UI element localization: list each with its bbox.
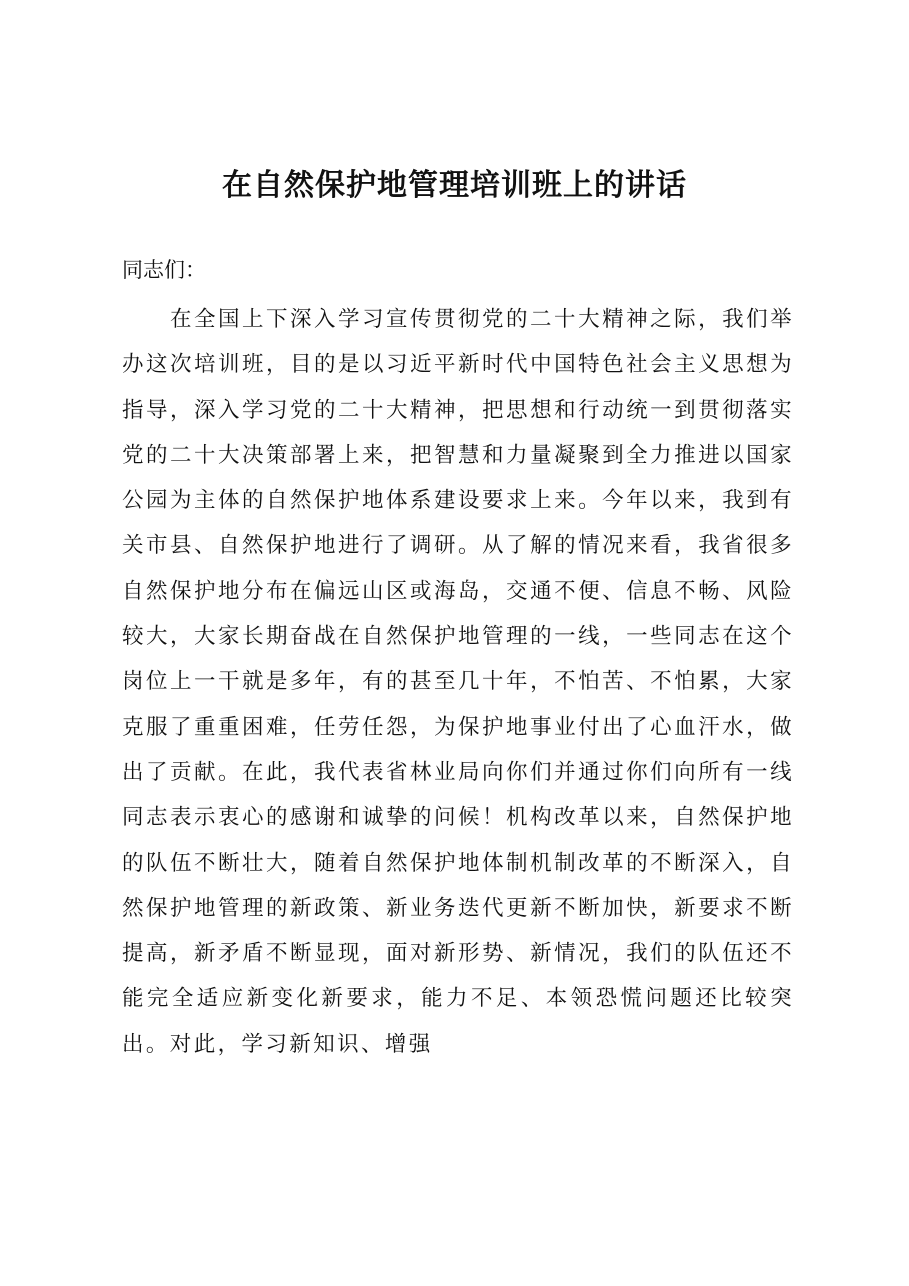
greeting-text: 同志们： [122,258,206,282]
document-title: 在自然保护地管理培训班上的讲话 [222,168,687,203]
body-paragraph: 在全国上下深入学习宣传贯彻党的二十大精神之际，我们举办这次培训班，目的是以习近平新时代中国特色社会主义思想为指导，深入学习党的二十大精神，把思想和行动统一到贯彻落实党的二十大决策部署上来，把智慧和力量凝聚到全力推进以国家公园为主体的自然保护地体系建设要求上来。今年以来，我到有关市县、自然保护地进行了调研。从了解的情况来看，我省很多自然保护地分布在偏远山区或海岛，交通不便、信息不畅、风险较大，大家长期奋战在自然保护地管理的一线，一些同志在这个岗位上一干就是多年，有的甚至几十年，不怕苦、不怕累，大家克服了重重困难，任劳任怨，为保护地事业付出了心血汗水，做出了贡献。在此，我代表省林业局向你们并通过你们向所有一线同志表示衷心的感谢和诚挚的问候！机构改革以来，自然保护地的队伍不断壮大，随着自然保护地体制机制改革的不断深入，自然保护地管理的新政策、新业务迭代更新不断加快，新要求不断提高，新矛盾不断显现，面对新形势、新情况，我们的队伍还不能完全适应新变化新要求，能力不足、本领恐慌问题还比较突出。对此，学习新知识、增强 [122,307,794,1057]
